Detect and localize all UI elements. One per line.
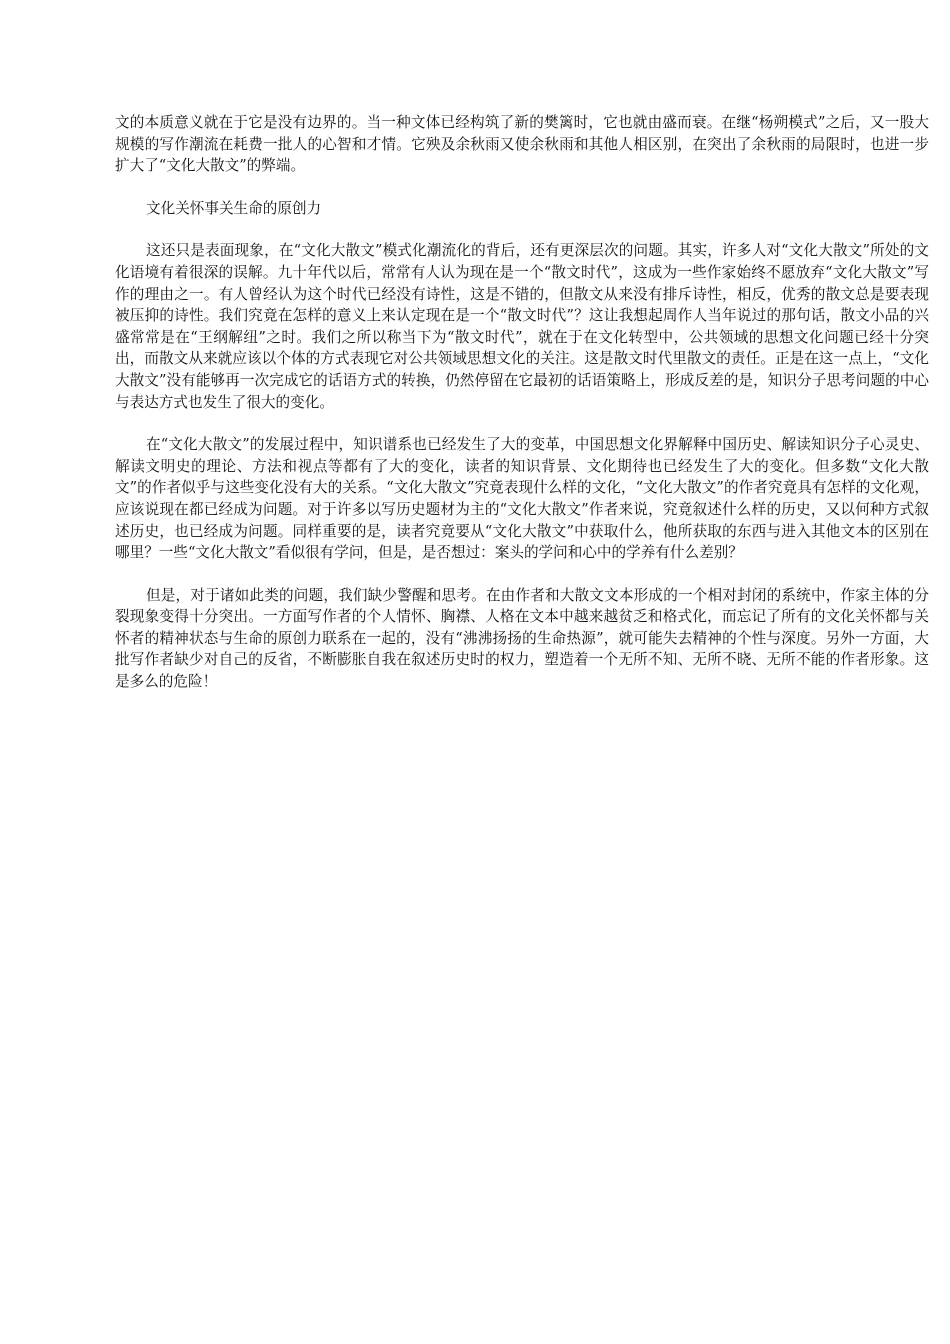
- paragraph-knowledge-shift: 在“文化大散文”的发展过程中，知识谱系也已经发生了大的变革，中国思想文化界解释中国历史、解读知识分子心灵史、解读文明史的理论、方法和视点等都有了大的变化，读者的知识背景、文化期待也已经发生了大的变化。但多数“文化大散文”的作者似乎与这些变化没有大的关系。“文化大散文”究竟表现什么样的文化，“文化大散文”的作者究竟具有怎样的文化观，应该说现在都已经成为问题。对于许多以写历史题材为主的“文化大散文”作者来说，究竟叙述什么样的历史，又以何种方式叙述历史，也已经成为问题。同样重要的是，读者究竟要从“文化大散文”中获取什么，他所获取的东西与进入其他文本的区别在哪里？一些“文化大散文”看似很有学问，但是，是否想过：案头的学问和心中的学养有什么差别？: [115, 436, 929, 562]
- section-heading: 文化关怀事关生命的原创力: [146, 199, 322, 217]
- paragraph-continuation: 文的本质意义就在于它是没有边界的。当一种文体已经构筑了新的樊篱时，它也就由盛而衰。在继“杨朔模式”之后，又一股大规模的写作潮流在耗费一批人的心智和才情。它殃及余秋雨又使余秋雨和其他人相区别，在突出了余秋雨的局限时，也进一步扩大了“文化大散文”的弊端。: [115, 114, 929, 175]
- document-page: [115, 112, 929, 714]
- paragraph-author-split: 但是，对于诸如此类的问题，我们缺少警醒和思考。在由作者和大散文文本形成的一个相对封闭的系统中，作家主体的分裂现象变得十分突出。一方面写作者的个人情怀、胸襟、人格在文本中越来越贫乏和格式化，而忘记了所有的文化关怀都与关怀者的精神状态与生命的原创力联系在一起的，没有“沸沸扬扬的生命热源”，就可能失去精神的个性与深度。另外一方面，大批写作者缺少对自己的反省，不断膨胀自我在叙述历史时的权力，塑造着一个无所不知、无所不晓、无所不能的作者形象。这是多么的危险！: [115, 586, 929, 691]
- paragraph-prose-era: 这还只是表面现象，在“文化大散文”模式化潮流化的背后，还有更深层次的问题。其实，许多人对“文化大散文”所处的文化语境有着很深的误解。九十年代以后，常常有人认为现在是一个“散文时代”，这成为一些作家始终不愿放弃“文化大散文”写作的理由之一。有人曾经认为这个时代已经没有诗性，这是不错的，但散文从来没有排斥诗性，相反，优秀的散文总是要表现被压抑的诗性。我们究竟在怎样的意义上来认定现在是一个“散文时代”？这让我想起周作人当年说过的那句话，散文小品的兴盛常常是在“王纲解纽”之时。我们之所以称当下为“散文时代”，就在于在文化转型中，公共领域的思想文化问题已经十分突出，而散文从来就应该以个体的方式表现它对公共领域思想文化的关注。这是散文时代里散文的责任。正是在这一点上，“文化大散文”没有能够再一次完成它的话语方式的转换，仍然停留在它最初的话语策略上，形成反差的是，知识分子思考问题的中心与表达方式也发生了很大的变化。: [115, 242, 929, 411]
